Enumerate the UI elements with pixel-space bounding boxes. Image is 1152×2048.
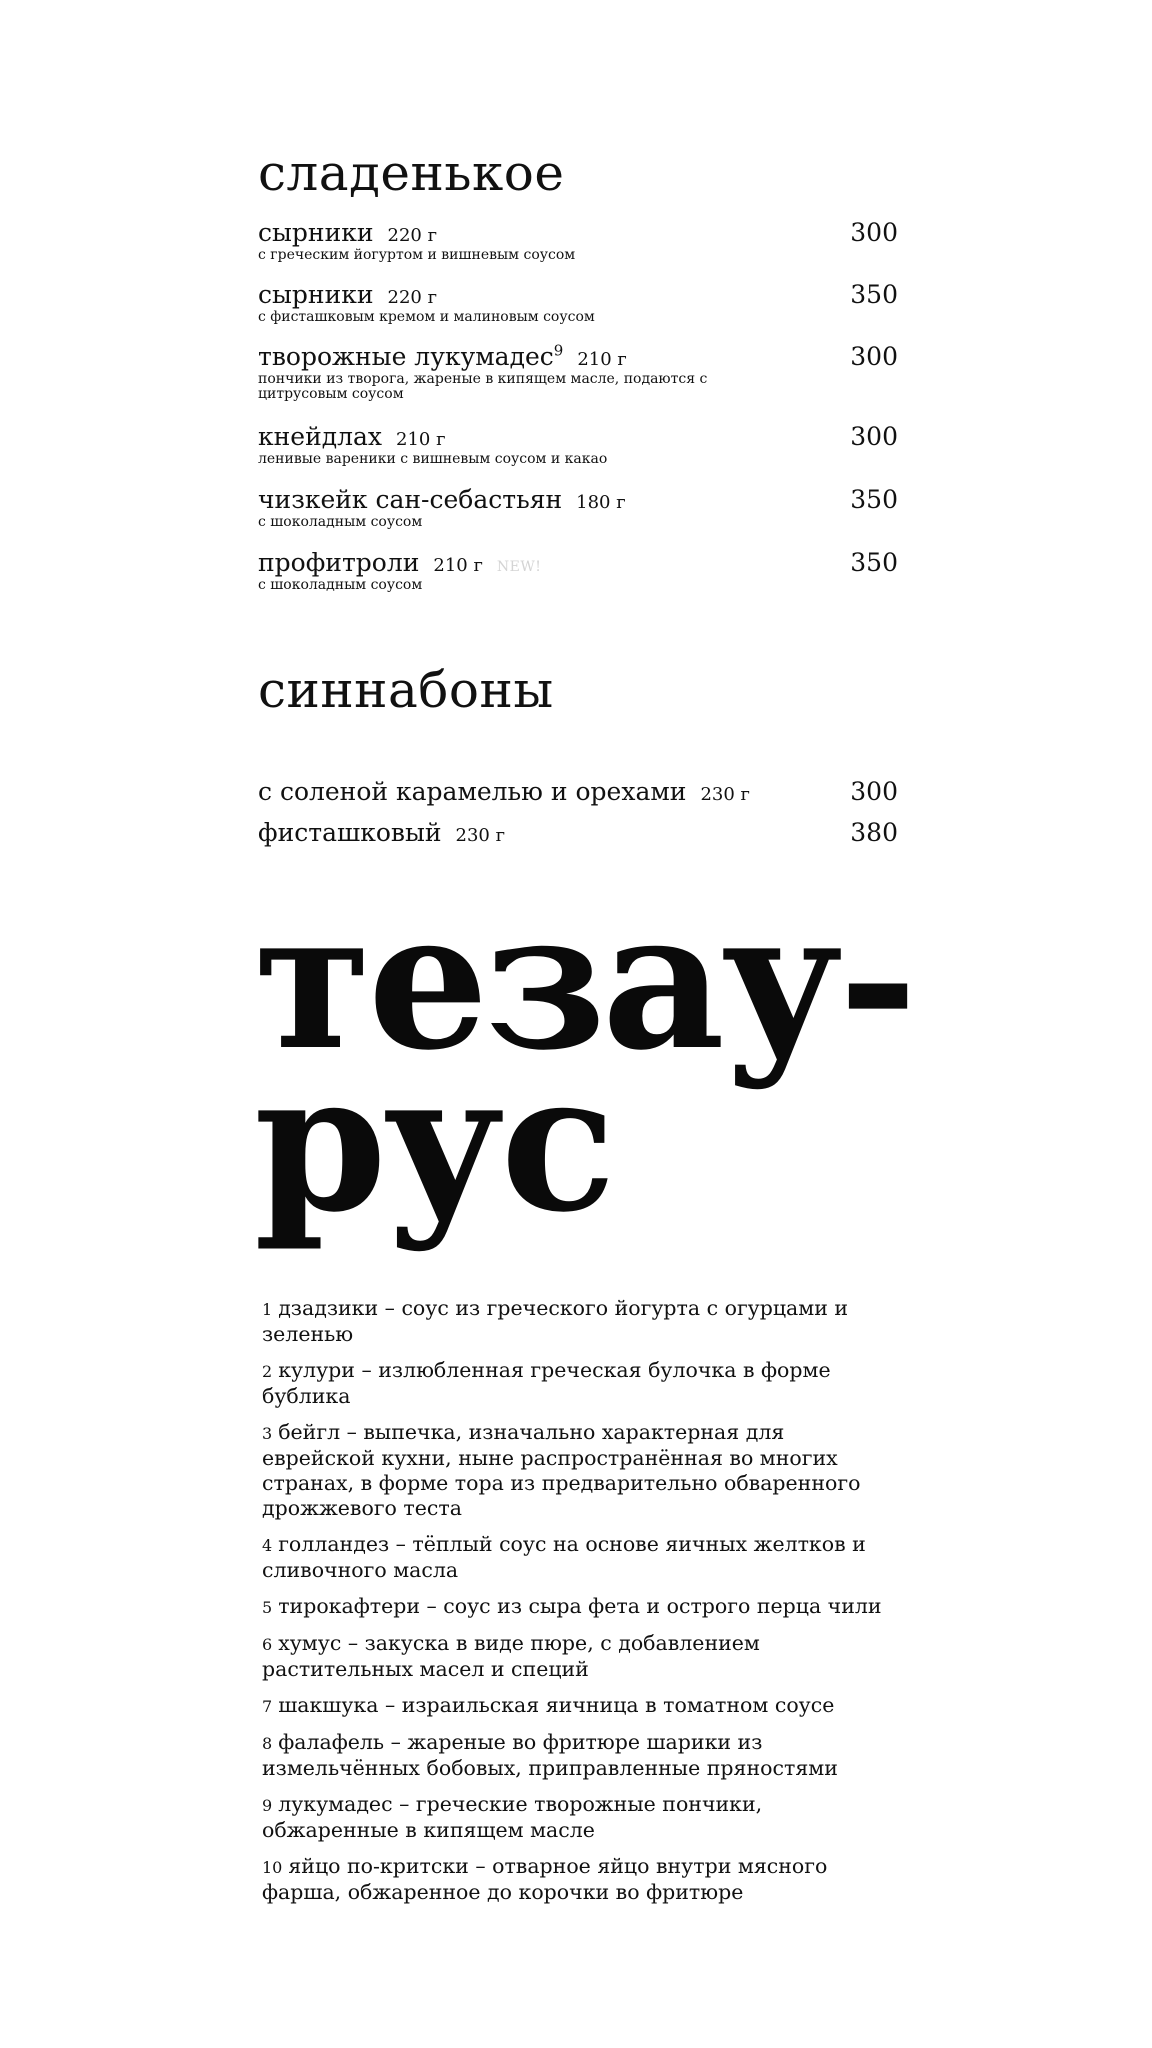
- glossary-text: тирокафтери – соус из сыра фета и острого перца чили: [278, 1594, 882, 1618]
- item-price: 350: [850, 485, 898, 514]
- glossary-entry: [262, 1693, 902, 1719]
- thesaurus-title: [254, 869, 914, 1254]
- section-sweets: [258, 144, 898, 593]
- footnote-ref: 9: [553, 341, 564, 360]
- item-description: ленивые вареники с вишневым соусом и какао: [258, 451, 608, 467]
- item-weight: 230 г: [455, 825, 506, 846]
- glossary-number: 6: [262, 1635, 273, 1654]
- item-name: чизкейк сан-себастьян: [258, 485, 563, 514]
- thesaurus-title-line2: рус: [254, 1031, 613, 1254]
- item-weight: 180 г: [576, 492, 626, 513]
- section-title-sweets: сладенькое: [258, 144, 565, 202]
- glossary-entry: [262, 1420, 902, 1521]
- item-name: [258, 342, 563, 372]
- item-name: фисташковый: [258, 818, 442, 847]
- glossary-number: 2: [262, 1362, 273, 1381]
- glossary-number: 10: [262, 1858, 283, 1877]
- menu-item: [258, 818, 898, 848]
- item-weight: 230 г: [700, 784, 750, 805]
- item-description: с греческим йогуртом и вишневым соусом: [258, 247, 576, 263]
- item-name: с соленой карамелью и орехами: [258, 777, 687, 806]
- thesaurus-title-line1: тезау-: [254, 869, 914, 1092]
- item-weight: 210 г: [577, 349, 627, 370]
- glossary-text: шакшука – израильская яичница в томатном соусе: [278, 1693, 835, 1717]
- item-price: 300: [850, 422, 898, 451]
- item-price: 300: [850, 342, 898, 371]
- menu-item: [258, 422, 898, 467]
- item-weight: 210 г: [396, 429, 446, 450]
- menu-item: [258, 218, 898, 263]
- glossary-number: 3: [262, 1424, 273, 1443]
- glossary-entry: [262, 1792, 902, 1843]
- menu-item: [258, 777, 898, 807]
- item-description: пончики из творога, жареные в кипящем масле, подаются с цитрусовым соусом: [258, 371, 708, 402]
- glossary-number: 8: [262, 1734, 273, 1753]
- menu-item: [258, 548, 898, 593]
- glossary-entry: [262, 1532, 902, 1583]
- glossary-text: хумус – закуска в виде пюре, с добавлением растительных масел и специй: [262, 1631, 760, 1681]
- glossary-text: бейгл – выпечка, изначально характерная для еврейской кухни, ныне распространённая во многих странах, в форме тора из предварительно обваренного дрожжевого теста: [262, 1420, 861, 1520]
- glossary-text: кулури – излюбленная греческая булочка в форме бублика: [262, 1358, 831, 1408]
- glossary-entry: [262, 1594, 902, 1620]
- glossary-entry: [262, 1358, 902, 1409]
- section-cinnabons: [258, 661, 898, 847]
- menu-item: [258, 280, 898, 325]
- menu-item: [258, 485, 898, 530]
- item-weight: 220 г: [387, 225, 438, 246]
- glossary-text: голландез – тёплый соус на основе яичных желтков и сливочного масла: [262, 1532, 866, 1582]
- glossary-number: 7: [262, 1697, 273, 1716]
- item-price: 300: [850, 777, 898, 806]
- item-price: 350: [850, 548, 898, 577]
- glossary-number: 5: [262, 1598, 273, 1617]
- glossary-number: 9: [262, 1796, 273, 1815]
- item-name: сырники: [258, 218, 374, 247]
- item-name: кнейдлах: [258, 422, 383, 451]
- glossary-text: яйцо по-критски – отварное яйцо внутри мясного фарша, обжаренное до корочки во фритюре: [262, 1854, 828, 1904]
- item-name-text: творожные лукумадес: [258, 342, 554, 371]
- new-badge: NEW!: [496, 559, 542, 575]
- item-weight: 220 г: [387, 287, 438, 308]
- glossary-text: дзадзики – соус из греческого йогурта с огурцами и зеленью: [262, 1296, 849, 1346]
- item-description: с шоколадным соусом: [258, 514, 423, 530]
- section-title-cinnabons: синнабоны: [258, 661, 554, 719]
- item-price: 380: [850, 818, 898, 847]
- item-price: 300: [850, 218, 898, 247]
- glossary-text: фалафель – жареные во фритюре шарики из измельчённых бобовых, приправленные пряностями: [262, 1730, 838, 1780]
- item-name: профитроли: [258, 548, 420, 577]
- glossary-entry: [262, 1730, 902, 1781]
- item-description: с шоколадным соусом: [258, 577, 423, 593]
- item-weight: 210 г: [433, 555, 483, 576]
- glossary-number: 4: [262, 1536, 273, 1555]
- glossary-list: [262, 1296, 902, 1916]
- glossary-number: 1: [262, 1300, 273, 1319]
- glossary-entry: [262, 1854, 902, 1905]
- item-price: 350: [850, 280, 898, 309]
- item-name: сырники: [258, 280, 374, 309]
- glossary-entry: [262, 1631, 902, 1682]
- glossary-entry: [262, 1296, 902, 1347]
- glossary-text: лукумадес – греческие творожные пончики, обжаренные в кипящем масле: [262, 1792, 763, 1842]
- item-description: с фисташковым кремом и малиновым соусом: [258, 309, 595, 325]
- menu-item: [258, 342, 898, 402]
